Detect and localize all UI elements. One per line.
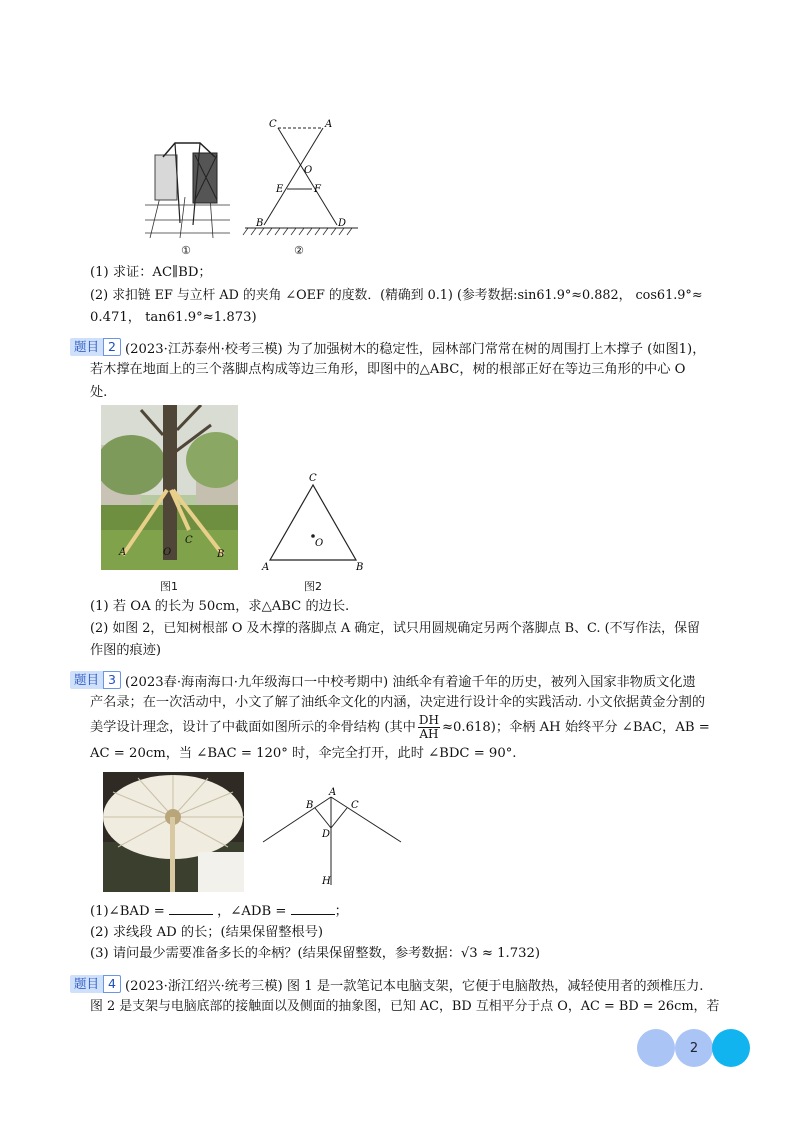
umbrella-diagram (258, 785, 408, 890)
photo-label-C: C (185, 535, 193, 546)
q1-end: ； (334, 904, 348, 919)
q1-bad-label: (1)∠BAD = (90, 904, 165, 919)
prev-q2-line1: (2) 求扣链 EF 与立杆 AD 的夹角 ∠OEF 的度数．(精确到 0.1) (参考数据:sin61.9°≈0.882， cos61.9°≈ (90, 288, 703, 303)
problem3-q1 (90, 902, 348, 921)
fig1-caption: ① (181, 244, 191, 257)
problem-number: 3 (103, 671, 121, 689)
page-circle-dark (712, 1029, 750, 1067)
prev-q1: (1) 求证：AC∥BD； (90, 265, 212, 280)
problem4-line2: 图 2 是支架与电脑底部的接触面以及侧面的抽象图，已知 AC，BD 互相平分于点 O，AC = BD = 26cm，若 (90, 999, 720, 1014)
label-O: O (304, 165, 313, 176)
problem3-q2: (2) 求线段 AD 的长；(结果保留整根号) (90, 925, 324, 940)
problem2-line1: (2023·江苏泰州·校考三模) 为了加强树木的稳定性，园林部门常常在树的周围打上木撑子 (如图1)， (124, 341, 706, 357)
photo-label-B: B (217, 549, 225, 560)
fig2-caption: ② (294, 244, 304, 257)
frac-numerator: DH (418, 713, 439, 727)
triangle-diagram (258, 468, 368, 574)
problem2-q2-line2: 作图的痕迹) (90, 643, 162, 658)
problem-tag: 题目 (70, 338, 103, 356)
tri-label-B: B (356, 562, 364, 573)
umb-label-C: C (351, 800, 359, 811)
tri-label-C: C (309, 473, 317, 484)
xframe-diagram (240, 118, 360, 242)
golden-ratio-fraction (418, 714, 440, 741)
page-number: 2 (689, 1040, 699, 1056)
photo-label-O: O (163, 547, 172, 558)
page-circle-light (637, 1029, 675, 1067)
problem2-line3: 处. (90, 385, 108, 400)
problem3-line3 (90, 714, 710, 741)
problem3-header (70, 671, 696, 689)
prev-q2-line2: 0.471， tan61.9°≈1.873) (90, 310, 257, 325)
label-D: D (338, 218, 347, 229)
umbrella-photo (103, 772, 244, 892)
tree-fig1-caption: 图1 (160, 580, 178, 593)
answer-blank-bad[interactable] (169, 902, 213, 915)
problem3-line3-a: 美学设计理念，设计了中截面如图所示的伞骨结构 (其中 (90, 720, 416, 735)
tri-label-O: O (315, 538, 324, 549)
problem-number: 4 (103, 975, 121, 993)
problem3-line3-b: ≈0.618)；伞柄 AH 始终平分 ∠BAC，AB = (441, 720, 710, 735)
tree-fig2-caption: 图2 (304, 580, 322, 593)
problem3-line1: (2023春·海南海口·九年级海口一中校考期中) 油纸伞有着逾千年的历史，被列入国家非物质文化遗 (124, 674, 696, 690)
problem-tag: 题目 (70, 671, 103, 689)
problem3-line4: AC = 20cm，当 ∠BAC = 120° 时，伞完全打开，此时 ∠BDC = 90°. (90, 746, 517, 761)
answer-blank-adb[interactable] (291, 902, 335, 915)
tri-label-A: A (262, 562, 270, 573)
problem-number: 2 (103, 338, 121, 356)
rack-photo-figure (145, 135, 230, 238)
photo-label-A: A (119, 547, 127, 558)
problem-tag: 题目 (70, 975, 103, 993)
problem4-header (70, 975, 703, 993)
umb-label-B: B (306, 800, 314, 811)
q1-adb-label: ，∠ADB = (217, 904, 287, 919)
label-A: A (325, 119, 333, 130)
label-F: F (314, 184, 321, 195)
problem2-header (70, 338, 705, 356)
label-E: E (276, 184, 284, 195)
label-B: B (256, 218, 264, 229)
umb-label-D: D (322, 829, 331, 840)
umb-label-A: A (329, 787, 337, 798)
tree-photo (101, 405, 238, 570)
umb-label-H: H (322, 876, 331, 887)
problem4-line1: (2023·浙江绍兴·统考三模) 图 1 是一款笔记本电脑支架，它便于电脑散热，减轻使用者的颈椎压力. (124, 978, 704, 994)
problem3-q3: (3) 请问最少需要准备多长的伞柄？(结果保留整数，参考数据：√3 ≈ 1.732) (90, 946, 541, 961)
problem2-q1: (1) 若 OA 的长为 50cm，求△ABC 的边长. (90, 599, 350, 614)
problem2-q2-line1: (2) 如图 2，已知树根部 O 及木撑的落脚点 A 确定，试只用圆规确定另两个落脚点 B、C. (不写作法，保留 (90, 621, 700, 636)
problem3-line2: 产名录；在一次活动中，小文了解了油纸伞文化的内涵，决定进行设计伞的实践活动. 小文依据黄金分割的 (90, 695, 706, 710)
frac-denominator: AH (419, 727, 439, 741)
label-C: C (269, 119, 277, 130)
page-number-circle (675, 1029, 713, 1067)
problem2-line2: 若木撑在地面上的三个落脚点构成等边三角形，即图中的△ABC，树的根部正好在等边三角形的中心 O (90, 362, 686, 377)
